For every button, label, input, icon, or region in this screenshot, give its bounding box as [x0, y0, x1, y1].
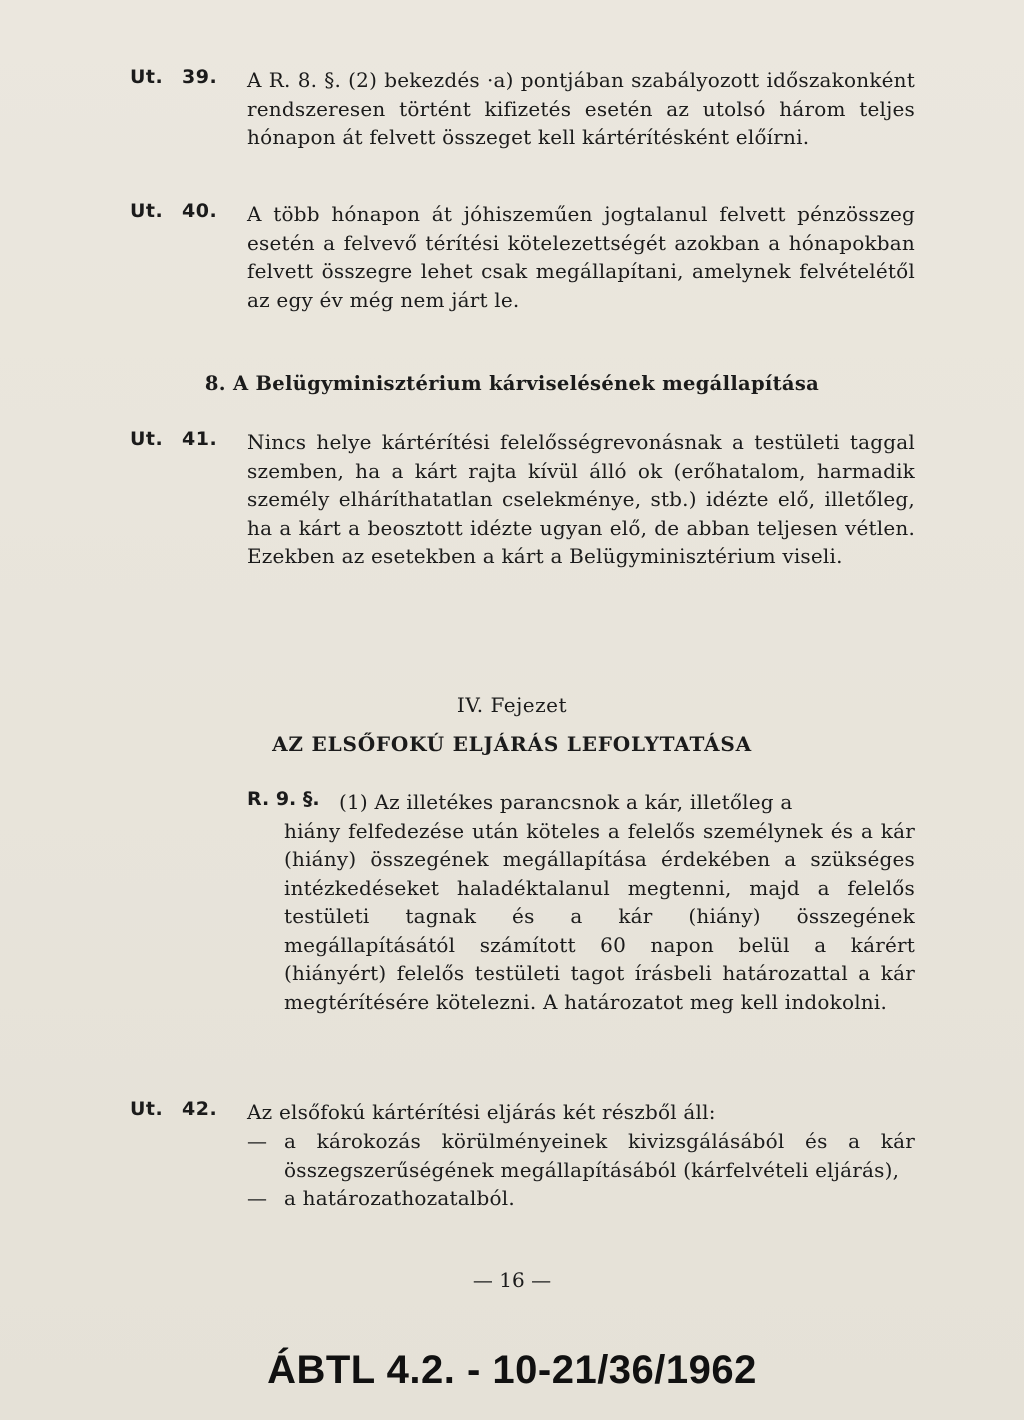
- rule-prefix: Ut.: [130, 1098, 164, 1120]
- rule-text: A R. 8. §. (2) bekezdés ·a) pontjában szabályozott időszakonként rendszeresen történt kifizetés esetén az utolsó három teljes hónapon át felvett összeget kell kártérítésként előírni.: [247, 68, 915, 149]
- rule-prefix: Ut.: [130, 428, 164, 450]
- archive-reference: ÁBTL 4.2. - 10-21/36/1962: [267, 1348, 757, 1392]
- chapter-number: IV. Fejezet: [456, 693, 568, 717]
- rule-text: hiány felfedezése után köteles a felelős személynek és a kár (hiány) összegének megállapítása érdekében a szükséges intézkedéseket haladéktalanul megtenni, majd a felelős testületi tagnak és a kár (hiány) összegének megállapításától számított 60 napon belül a kárért (hiányért) felelős testületi tagot írásbeli határozattal a kár megtérítésére kötelezni. A határozatot meg kell indokolni.: [284, 818, 915, 1014]
- rule-number: 41.: [182, 428, 218, 450]
- chapter-title: AZ ELSŐFOKÚ ELJÁRÁS LEFOLYTATÁSA: [272, 732, 752, 756]
- page-number: — 16 —: [472, 1268, 552, 1292]
- section-title: 8. A Belügyminisztérium kárviselésének megállapítása: [204, 372, 820, 395]
- list-item: [247, 1184, 915, 1213]
- list-item: [247, 1127, 915, 1184]
- rule-label: [130, 66, 245, 88]
- list-item-text: a határozathozatalból.: [284, 1186, 515, 1210]
- rule-label: [130, 428, 245, 450]
- rule-text: Az elsőfokú kártérítési eljárás két részből áll:: [247, 1100, 716, 1124]
- rule-text-first-line: (1) Az illetékes parancsnok a kár, illetőleg a: [339, 790, 793, 814]
- rule-number: 40.: [182, 200, 218, 222]
- rule-text: A több hónapon át jóhiszeműen jogtalanul felvett pénzösszeg esetén a felvevő térítési kötelezettségét azokban a hónapokban felvett összegre lehet csak megállapítani, amelynek felvételétől az egy év még nem járt le.: [247, 202, 915, 312]
- rule-text: Nincs helye kártérítési felelősségrevonásnak a testületi taggal szemben, ha a kárt rajta kívül álló ok (erőhatalom, harmadik személy elháríthatatlan cselekménye, stb.) idézte elő, illetőleg, ha a kárt a beosztott idézte ugyan elő, de abban teljesen vétlen. Ezekben az esetekben a kárt a Belügyminisztérium viseli.: [247, 430, 915, 568]
- rule-label: [130, 200, 245, 222]
- rule-label: [130, 1098, 245, 1120]
- rule-prefix: Ut.: [130, 200, 164, 222]
- list-item-text: a károkozás körülményeinek kivizsgálásából és a kár összegszerűségének megállapításából (kárfelvételi eljárás),: [284, 1129, 915, 1182]
- rule-ut-39: [130, 66, 915, 152]
- rule-number: 42.: [182, 1098, 218, 1120]
- rule-prefix: Ut.: [130, 66, 164, 88]
- list-dash: —: [247, 1129, 268, 1153]
- procedure-list: [247, 1127, 915, 1213]
- rule-r-9: [247, 788, 915, 1016]
- rule-ut-40: [130, 200, 915, 314]
- rule-label: R. 9. §.: [247, 788, 320, 810]
- rule-ut-42: [130, 1098, 915, 1127]
- rule-ut-41: [130, 428, 915, 571]
- list-dash: —: [247, 1186, 268, 1210]
- rule-number: 39.: [182, 66, 218, 88]
